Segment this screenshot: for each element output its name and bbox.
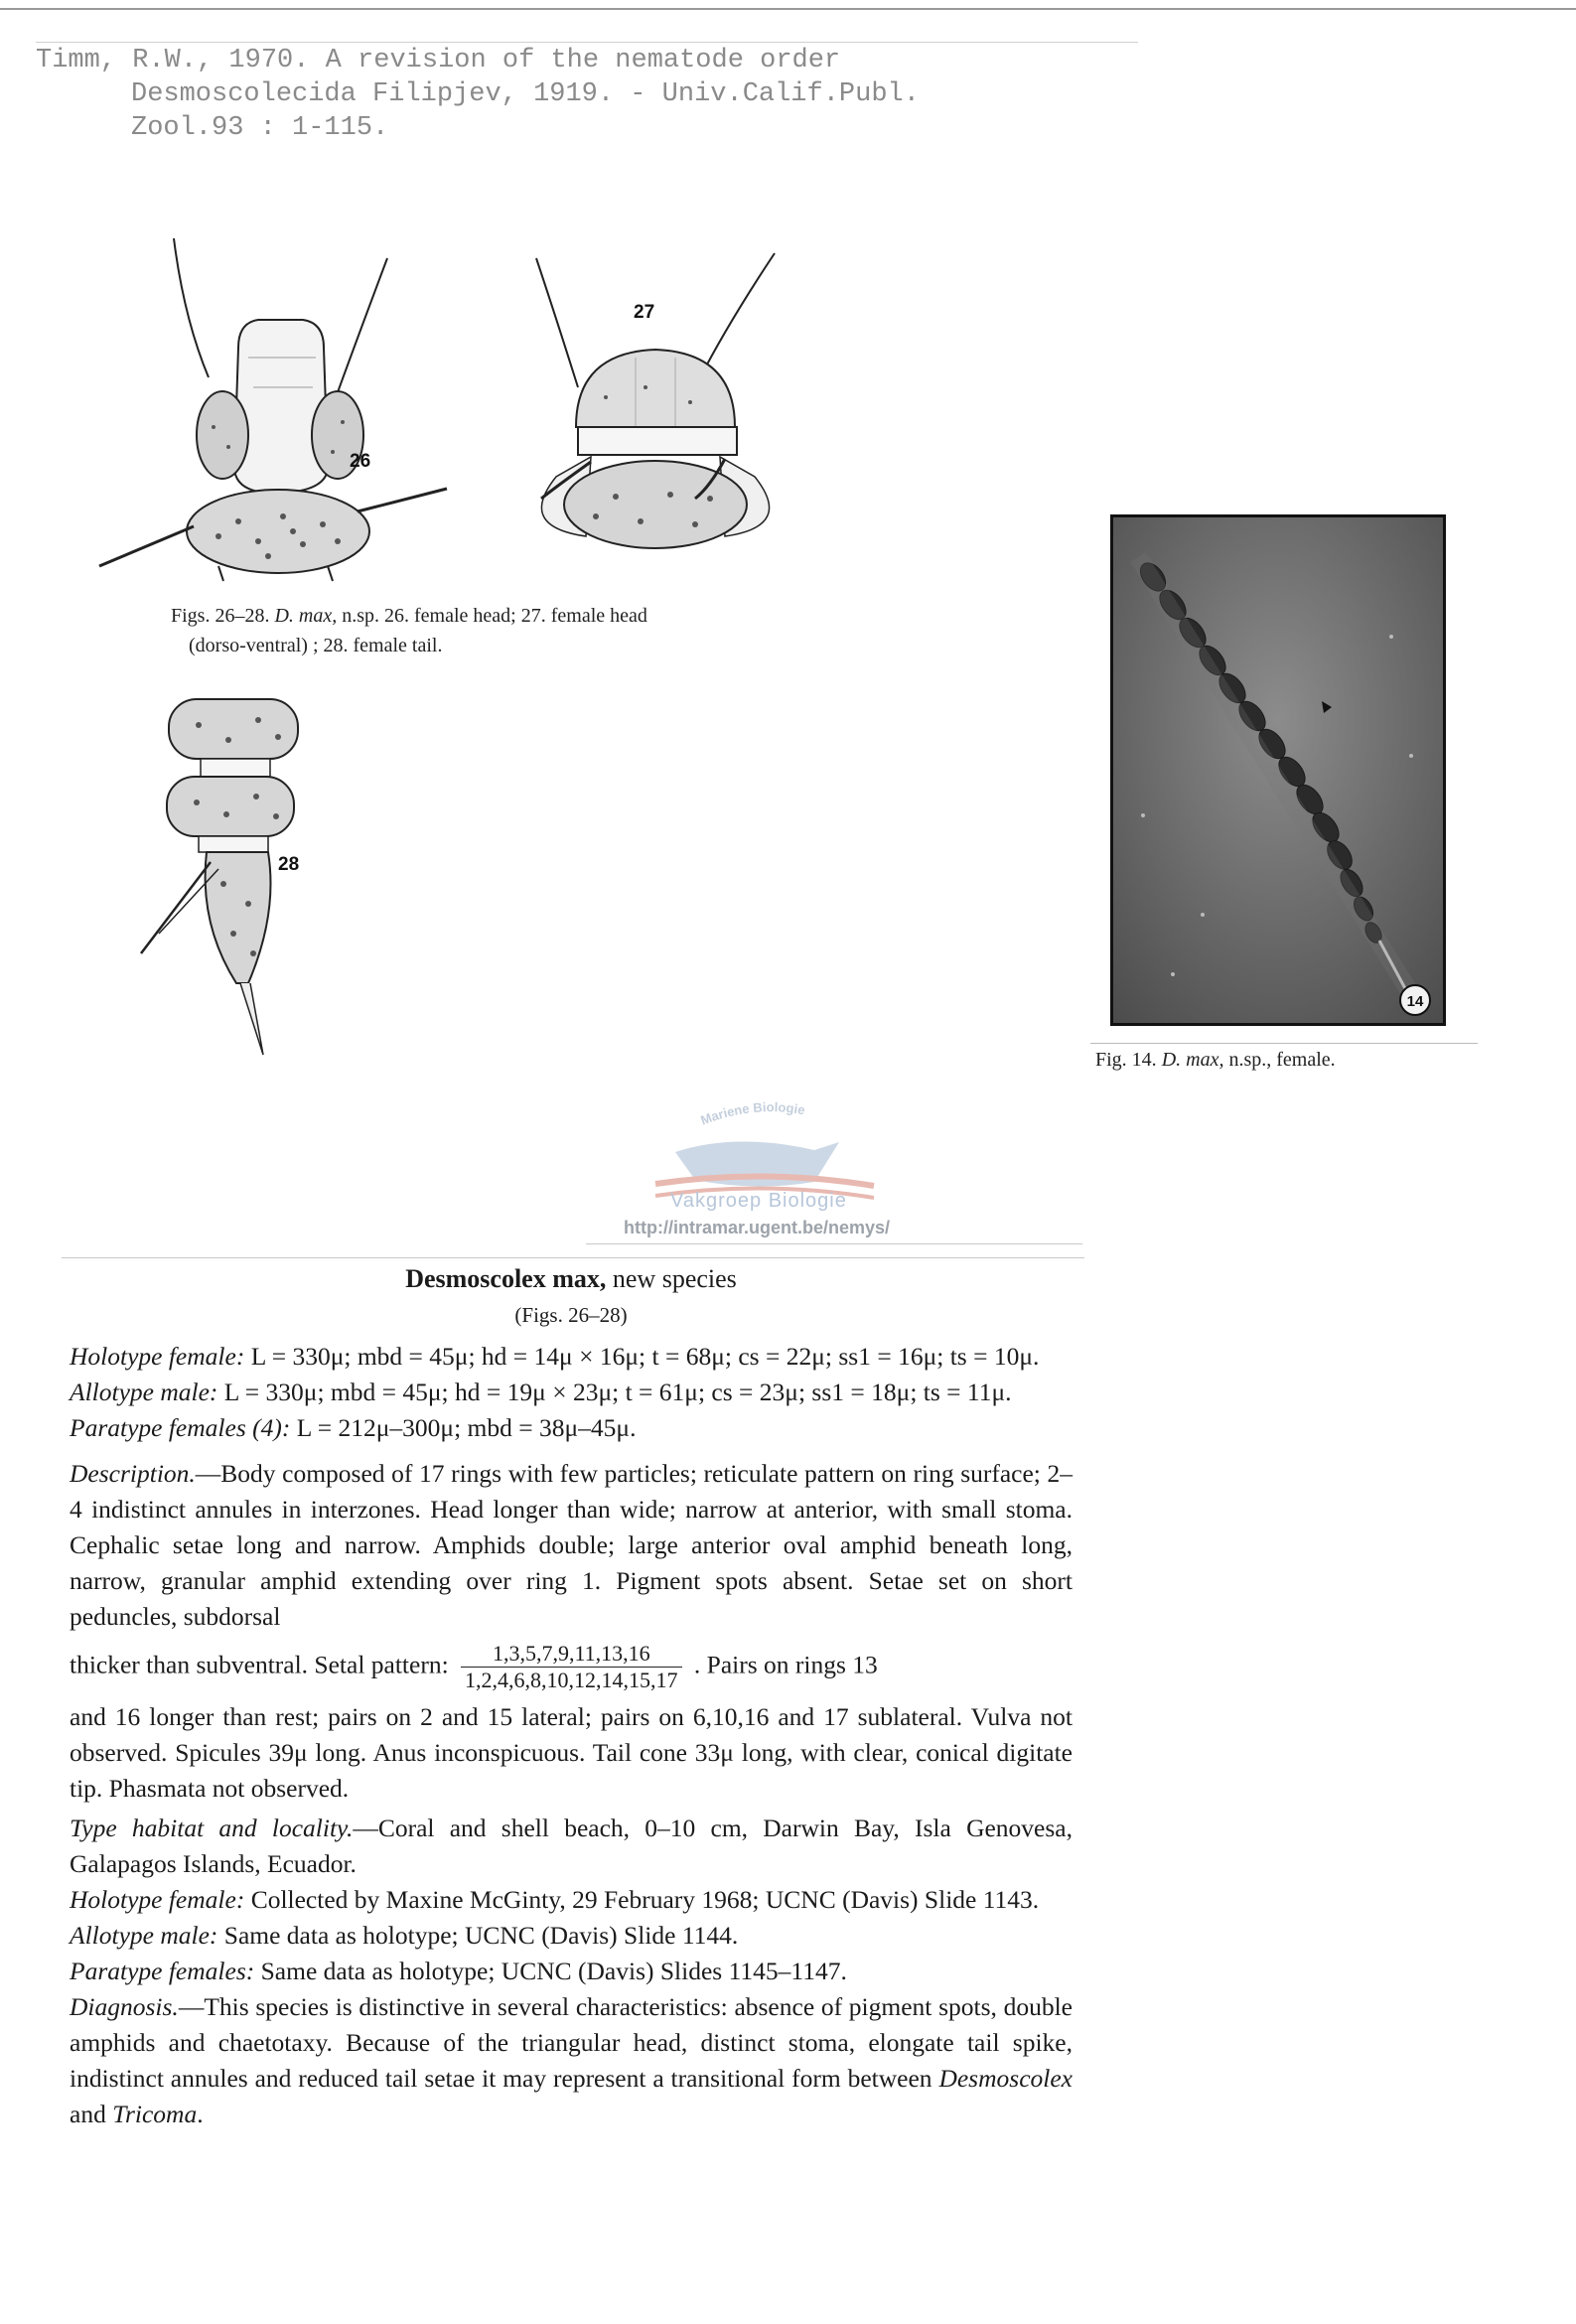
- svg-text:Mariene Biologie: [698, 1099, 805, 1127]
- caption-prefix: Figs. 26–28.: [171, 605, 270, 627]
- citation-line-2: Desmoscolecida Filipjev, 1919. - Univ.Calif.Publ.: [131, 79, 920, 109]
- figures-caption: [171, 601, 866, 660]
- photo-caption: [1095, 1049, 1336, 1072]
- holotype-info-paragraph: [70, 1882, 1073, 1918]
- description-paragraph: [70, 1456, 1073, 1635]
- caption-line1-rest: n.sp. 26. female head; 27. female head: [342, 605, 647, 627]
- paratype-info-text: Same data as holotype; UCNC (Davis) Slides 1145–1147.: [260, 1957, 847, 1985]
- photo-number: 14: [1406, 993, 1424, 1010]
- citation-line-3: Zool.93 : 1-115.: [131, 113, 389, 143]
- figure-27-female-head-dorso-ventral: [497, 238, 814, 566]
- fig-26-label: 26: [350, 451, 371, 472]
- photomicrograph-fig-14: [1110, 514, 1446, 1026]
- species-description-text: [70, 1255, 1073, 2132]
- species-name: Desmoscolex max,: [405, 1264, 607, 1293]
- holotype-label: Holotype female:: [70, 1342, 245, 1371]
- holotype-info-text: Collected by Maxine McGinty, 29 February 1968; UCNC (Davis) Slide 1143.: [250, 1885, 1040, 1914]
- allotype-label: Allotype male:: [70, 1378, 218, 1406]
- description-text-1: —Body composed of 17 rings with few particles; reticulate pattern on ring surface; 2–4 indistinct annules in interzones. Head longer than wide; narrow at anterior, with small stoma. Cephalic setae long and narrow. Amphids double; large anterior oval amphid beneath long, narrow, granular amphid extending over ring 1. Pigment spots absent. Setae set on short peduncles, subdorsal: [70, 1459, 1073, 1631]
- paratype-measurements: [70, 1410, 1073, 1446]
- photo-rule: [1090, 1043, 1478, 1044]
- allotype-info-paragraph: [70, 1918, 1073, 1954]
- paratype-text: L = 212μ–300μ; mbd = 38μ–45μ.: [296, 1413, 637, 1442]
- species-figs-ref: (Figs. 26–28): [514, 1303, 628, 1327]
- watermark-name: Vakgroep Biologie: [670, 1190, 847, 1212]
- watermark-url[interactable]: http://intramar.ugent.be/nemys/: [624, 1218, 891, 1237]
- pattern-numerator: 1,3,5,7,9,11,13,16: [461, 1641, 682, 1668]
- species-title-suffix: new species: [612, 1264, 737, 1293]
- citation-block: [36, 44, 1168, 145]
- watermark-arc-text: Mariene Biologie: [698, 1099, 806, 1128]
- allotype-measurements: [70, 1375, 1073, 1410]
- photo-caption-rest: n.sp., female.: [1228, 1049, 1336, 1071]
- photo-caption-species: D. max,: [1161, 1049, 1224, 1071]
- allotype-info-text: Same data as holotype; UCNC (Davis) Slide 1144.: [223, 1921, 739, 1950]
- photo-caption-prefix: Fig. 14.: [1095, 1049, 1157, 1071]
- description-label: Description.: [70, 1459, 196, 1488]
- citation-line-1: Timm, R.W., 1970. A revision of the nematode order: [36, 46, 841, 75]
- paratype-info-label: Paratype females:: [70, 1957, 255, 1985]
- fig-28-label: 28: [278, 854, 300, 875]
- paratype-label: Paratype females (4):: [70, 1413, 291, 1442]
- diagnosis-text: —This species is distinctive in several characteristics: absence of pigment spots, double amphids and chaetotaxy. Because of the triangular head, distinct stoma, elongate tail spike, indistinct annules and reduced tail setae it may represent a transitional form between: [70, 1992, 1073, 2093]
- habitat-text: —Coral and shell beach, 0–10 cm, Darwin Bay, Isla Genovesa, Galapagos Islands, Ecuador.: [70, 1814, 1073, 1878]
- citation-rule: [36, 42, 1138, 43]
- species-title: [70, 1261, 1073, 1297]
- diagnosis-genus-2: Tricoma: [112, 2100, 198, 2128]
- caption-line2: (dorso-ventral) ; 28. female tail.: [189, 635, 443, 656]
- pattern-pre: thicker than subventral. Setal pattern:: [70, 1650, 449, 1679]
- pattern-denominator: 1,2,4,6,8,10,12,14,15,17: [465, 1668, 678, 1692]
- holotype-info-label: Holotype female:: [70, 1885, 245, 1914]
- allotype-info-label: Allotype male:: [70, 1921, 218, 1950]
- description-paragraph-2: and 16 longer than rest; pairs on 2 and 15 lateral; pairs on 6,10,16 and 17 sublateral. Vulva not observed. Spicules 39μ long. Anus inconspicuous. Tail cone 33μ long, with clear, conical digitate tip. Phasmata not observed.: [70, 1702, 1073, 1803]
- habitat-label: Type habitat and locality.: [70, 1814, 354, 1842]
- holotype-measurements: [70, 1339, 1073, 1375]
- top-border-line: [0, 8, 1576, 10]
- caption-species: D. max,: [274, 605, 338, 627]
- diagnosis-genus-1: Desmoscolex: [938, 2064, 1073, 2093]
- setal-pattern-line: [70, 1641, 1073, 1693]
- diagnosis-and: and: [70, 2100, 106, 2128]
- diagnosis-paragraph: [70, 1989, 1073, 2132]
- habitat-paragraph: [70, 1811, 1073, 1882]
- paratype-info-paragraph: [70, 1954, 1073, 1989]
- pattern-post: . Pairs on rings 13: [693, 1650, 878, 1679]
- fig-27-label: 27: [634, 302, 655, 323]
- diagnosis-end: .: [197, 2100, 204, 2128]
- figure-26-female-head: [89, 228, 467, 586]
- diagnosis-label: Diagnosis.: [70, 1992, 179, 2021]
- figure-28-female-tail: [129, 685, 367, 1083]
- setal-pattern-fraction: [461, 1641, 682, 1693]
- allotype-text: L = 330μ; mbd = 45μ; hd = 19μ × 23μ; t = 61μ; cs = 23μ; ss1 = 18μ; ts = 11μ.: [223, 1378, 1012, 1406]
- rule-under-url: [586, 1243, 1082, 1244]
- holotype-text: L = 330μ; mbd = 45μ; hd = 14μ × 16μ; t = 68μ; cs = 22μ; ss1 = 16μ; ts = 10μ.: [250, 1342, 1040, 1371]
